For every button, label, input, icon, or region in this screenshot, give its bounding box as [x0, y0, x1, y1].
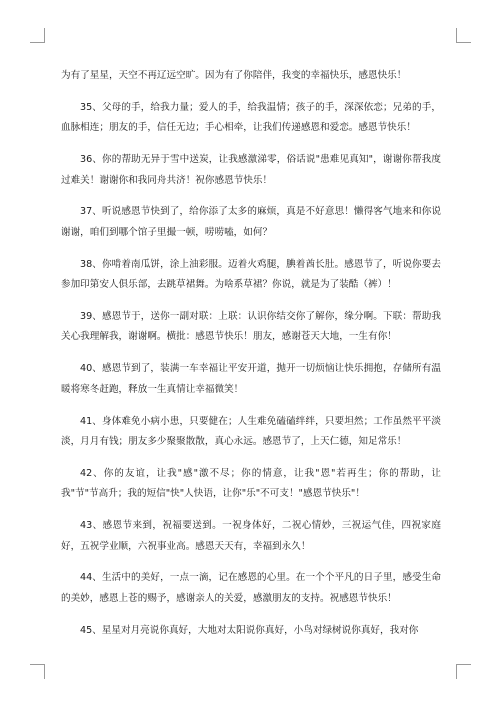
paragraph: 为有了星星，天空不再辽远空旷。因为有了你陪伴，我变的幸福快乐，感恩快乐！	[61, 70, 407, 81]
document-body	[61, 66, 441, 641]
crop-mark-bottom-left	[30, 664, 45, 679]
paragraph: 41、身体难免小病小患，只要健在；人生难免磕磕绊绊，只要坦然；工作虽然平平淡淡，月月有钱；朋友多少聚聚散散，真心永远。感恩节了，上天仁德，知足常乐！	[61, 415, 441, 448]
paragraph: 40、感恩节到了，装满一车幸福让平安开道，抛开一切烦恼让快乐拥抱，存储所有温暖将寒冬赶跑，释放一生真情让幸福微笑！	[61, 363, 441, 395]
paragraph: 36、你的帮助无异于雪中送炭，让我感激涕零，俗话说"患难见真知"，谢谢你帮我度过难关！谢谢你和我同舟共济！祝你感恩节快乐！	[61, 154, 441, 186]
paragraph: 45、星星对月亮说你真好，大地对太阳说你真好，小鸟对绿树说你真好，我对你	[80, 624, 419, 636]
crop-mark-top-left	[30, 28, 45, 43]
paragraph: 39、感恩节于，送你一副对联：上联：认识你结交你了解你，缘分啊。下联：帮助我关心我理解我，谢谢啊。横批：感恩节快乐！朋友，感谢苍天大地，一生有你！	[61, 310, 441, 343]
paragraph: 44、生活中的美好，一点一滴，记在感恩的心里。在一个个平凡的日子里，感受生命的美妙，感恩上苍的赐予，感谢亲人的关爱，感激朋友的支持。祝感恩节快乐！	[61, 572, 441, 604]
paragraph: 35、父母的手，给我力量；爱人的手，给我温情；孩子的手，深深依恋；兄弟的手，血脉相连；朋友的手，信任无边；手心相牵，让我们传递感恩和爱恋。感恩节快乐！	[61, 101, 441, 134]
paragraph: 43、感恩节来到，祝福要送到。一祝身体好，二祝心情妙，三祝运气佳，四祝家庭好，五祝学业顺，六祝事业高。感恩天天有，幸福到永久！	[61, 520, 441, 552]
paragraph: 42、你的友谊，让我"感"激不尽；你的情意，让我"恩"若再生；你的帮助，让我"节"节高升；我的短信"快"人快语，让你"乐"不可支！"感恩节快乐"！	[61, 467, 441, 500]
crop-mark-top-right	[456, 28, 471, 43]
paragraph: 37、听说感恩节快到了，给你添了太多的麻烦，真是不好意思！懒得客气地来和你说谢谢，咱们到哪个馆子里撮一顿，唠唠嗑，如何？	[61, 206, 441, 238]
crop-mark-bottom-right	[456, 664, 471, 679]
paragraph: 38、你啃着南瓜饼，涂上油彩服。迈着火鸡腿，腆着酋长肚。感恩节了，听说你要去参加印第安人俱乐部，去跳草裙舞。为啥系草裙？你说，就是为了装酷（裤）！	[61, 258, 441, 291]
